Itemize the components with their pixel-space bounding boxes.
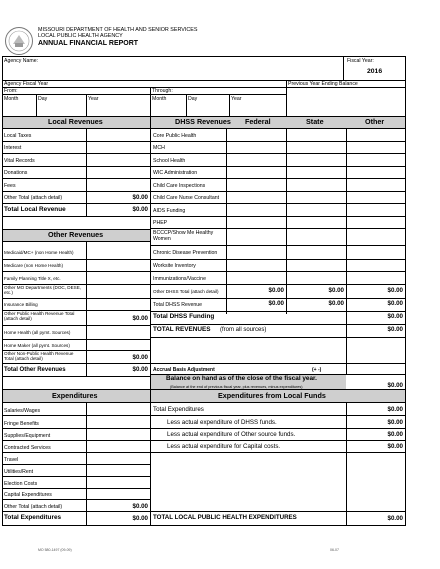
total-expenditures-value: $0.00	[132, 515, 148, 522]
other-public-health-revenue-label: Other Public Health Revenue Total (attach detail)	[4, 311, 75, 322]
through-month-label: Month	[152, 96, 167, 102]
total-dhss-state-value: $0.00	[328, 300, 344, 307]
immunizations-label: Immunizations/Vaccine	[153, 276, 206, 282]
less-dhss-funds-label: Less actual expenditure of DHSS funds.	[167, 419, 277, 426]
salaries-wages-label: Salaries/Wages	[4, 408, 41, 414]
total-expenditures-label: Total Expenditures	[4, 514, 62, 521]
other-public-health-revenue-value[interactable]: $0.00	[132, 315, 148, 322]
form-header	[38, 27, 197, 48]
total-dhss-funding-value: $0.00	[387, 313, 403, 320]
supplies-equipment-label: Supplies/Equipment	[4, 433, 51, 439]
header-agency-type: LOCAL PUBLIC HEALTH AGENCY	[38, 33, 123, 40]
agency-fiscal-year-label: Agency Fiscal Year	[4, 81, 49, 87]
insurance-billing-label: Insurance Billing	[4, 302, 38, 307]
header-report-title: ANNUAL FINANCIAL REPORT	[38, 39, 139, 47]
total-dhss-federal-value: $0.00	[268, 300, 284, 307]
less-capital-costs-label: Less actual expenditure for Capital costs.	[167, 443, 281, 450]
balance-on-hand-value: $0.00	[387, 382, 403, 389]
state-column-heading: State	[306, 117, 324, 126]
school-health-label: School Health	[153, 158, 186, 164]
local-taxes-label: Local Taxes	[4, 133, 32, 139]
from-label: From:	[4, 88, 18, 94]
other-mo-departments-label: Other MO Departments (DOC, DESE, etc.)	[4, 285, 82, 296]
form-number: MO 580-1497 (09-09)	[38, 548, 72, 552]
vital-records-label: Vital Records	[4, 158, 35, 164]
aids-funding-label: AIDS Funding	[153, 208, 186, 214]
home-health-label: Home Health (all pymt. Sources)	[4, 330, 71, 335]
total-local-revenue-label: Total Local Revenue	[4, 206, 66, 213]
interest-label: Interest	[4, 145, 22, 151]
total-local-revenue-value: $0.00	[132, 206, 148, 213]
local-other-total-label: Other Total (attach detail)	[4, 195, 63, 201]
total-revenues-note: (from all sources)	[220, 327, 267, 333]
less-other-source-funds-label: Less actual expenditure of Other source funds.	[167, 431, 296, 438]
other-dhss-total-label: Other DHSS Total (attach detail)	[153, 289, 219, 294]
accrual-sign: (+ -)	[312, 367, 322, 373]
fringe-benefits-label: Fringe Benefits	[4, 421, 39, 427]
through-label: Through:	[152, 88, 173, 94]
from-month-label: Month	[4, 96, 19, 102]
election-costs-label: Election Costs	[4, 481, 38, 487]
less-other-source-funds-value: $0.00	[387, 431, 403, 438]
dhss-revenues-heading: DHSS Revenues	[175, 117, 231, 126]
footer-code: 06-07	[330, 548, 339, 552]
total-dhss-revenue-label: Total DHSS Revenue	[153, 302, 203, 308]
balance-on-hand-label: Balance on hand as of the close of the fiscal year.	[166, 375, 317, 382]
expenditures-other-total-value[interactable]: $0.00	[132, 503, 148, 510]
family-planning-label: Family Planning Title X, etc.	[4, 276, 61, 281]
through-year-label: Year	[231, 96, 242, 102]
fees-label: Fees	[4, 183, 16, 189]
home-maker-label: Home Maker (all pymt. Sources)	[4, 343, 70, 348]
wic-administration-label: WIC Administration	[153, 170, 198, 176]
travel-label: Travel	[4, 457, 19, 463]
phep-label: PHEP	[153, 220, 168, 226]
other-non-public-health-revenue-value[interactable]: $0.00	[132, 354, 148, 361]
local-funds-heading: Expenditures from Local Funds	[218, 391, 326, 400]
other-non-public-health-revenue-label: Other Non-Public Health Revenue Total (attach detail)	[4, 351, 74, 362]
medicaid-label: Medicaid/MC+ (non Home Health)	[4, 250, 74, 255]
through-day-label: Day	[188, 96, 198, 102]
bcccp-label: BCCCP/Show Me Healthy Women	[153, 230, 214, 242]
chronic-disease-prevention-label: Chronic Disease Prevention	[153, 250, 218, 256]
agency-name-label: Agency Name:	[4, 58, 39, 64]
less-dhss-funds-value: $0.00	[387, 419, 403, 426]
child-care-nurse-consultant-label: Child Care Nurse Consultant	[153, 195, 220, 201]
federal-column-heading: Federal	[245, 117, 271, 126]
worksite-inventory-label: Worksite Inventory	[153, 263, 196, 269]
contracted-services-label: Contracted Services	[4, 445, 51, 451]
total-other-revenues-label: Total Other Revenues	[4, 367, 66, 373]
other-dhss-other-value[interactable]: $0.00	[387, 287, 403, 294]
total-revenues-label: TOTAL REVENUES	[153, 326, 211, 333]
other-dhss-federal-value[interactable]: $0.00	[268, 287, 284, 294]
total-dhss-other-value: $0.00	[387, 300, 403, 307]
from-day-label: Day	[38, 96, 48, 102]
total-other-revenues-value: $0.00	[132, 366, 148, 373]
total-local-public-health-expenditures-label: TOTAL LOCAL PUBLIC HEALTH EXPENDITURES	[153, 514, 297, 521]
core-public-health-label: Core Public Health	[153, 133, 197, 139]
donations-label: Donations	[4, 170, 28, 176]
local-revenues-heading: Local Revenues	[48, 117, 103, 126]
fiscal-year-value[interactable]: 2016	[367, 68, 383, 75]
balance-on-hand-note: (Balance at the end of previous fiscal year, plus revenues, minus expenditures)	[170, 385, 303, 389]
local-other-total-value[interactable]: $0.00	[132, 194, 148, 201]
mch-label: MCH	[153, 145, 165, 151]
local-funds-total-expenditures-value: $0.00	[387, 406, 403, 413]
previous-year-balance-label: Previous Year Ending Balance	[288, 81, 358, 87]
other-dhss-state-value[interactable]: $0.00	[328, 287, 344, 294]
total-revenues-value: $0.00	[387, 326, 403, 333]
child-care-inspections-label: Child Care Inspections	[153, 183, 206, 189]
medicare-label: Medicare (non Home Health)	[4, 263, 63, 268]
capital-expenditures-label: Capital Expenditures	[4, 492, 52, 498]
other-column-heading: Other	[365, 117, 385, 126]
total-dhss-funding-label: Total DHSS Funding	[153, 313, 215, 320]
state-seal-icon	[4, 26, 34, 56]
expenditures-other-total-label: Other Total (attach detail)	[4, 504, 63, 510]
local-funds-total-expenditures-label: Total Expenditures	[153, 406, 204, 413]
header-department: MISSOURI DEPARTMENT OF HEALTH AND SENIOR SERVICES	[38, 27, 198, 33]
utilities-rent-label: Utilities/Rent	[4, 469, 34, 475]
total-local-public-health-expenditures-value: $0.00	[387, 515, 403, 522]
from-year-label: Year	[88, 96, 99, 102]
less-capital-costs-value: $0.00	[387, 443, 403, 450]
expenditures-heading: Expenditures	[52, 391, 98, 400]
other-revenues-heading: Other Revenues	[48, 230, 104, 239]
accrual-adjustment-label: Accrual Basis Adjustment	[153, 367, 215, 373]
fiscal-year-label: Fiscal Year:	[347, 58, 374, 64]
